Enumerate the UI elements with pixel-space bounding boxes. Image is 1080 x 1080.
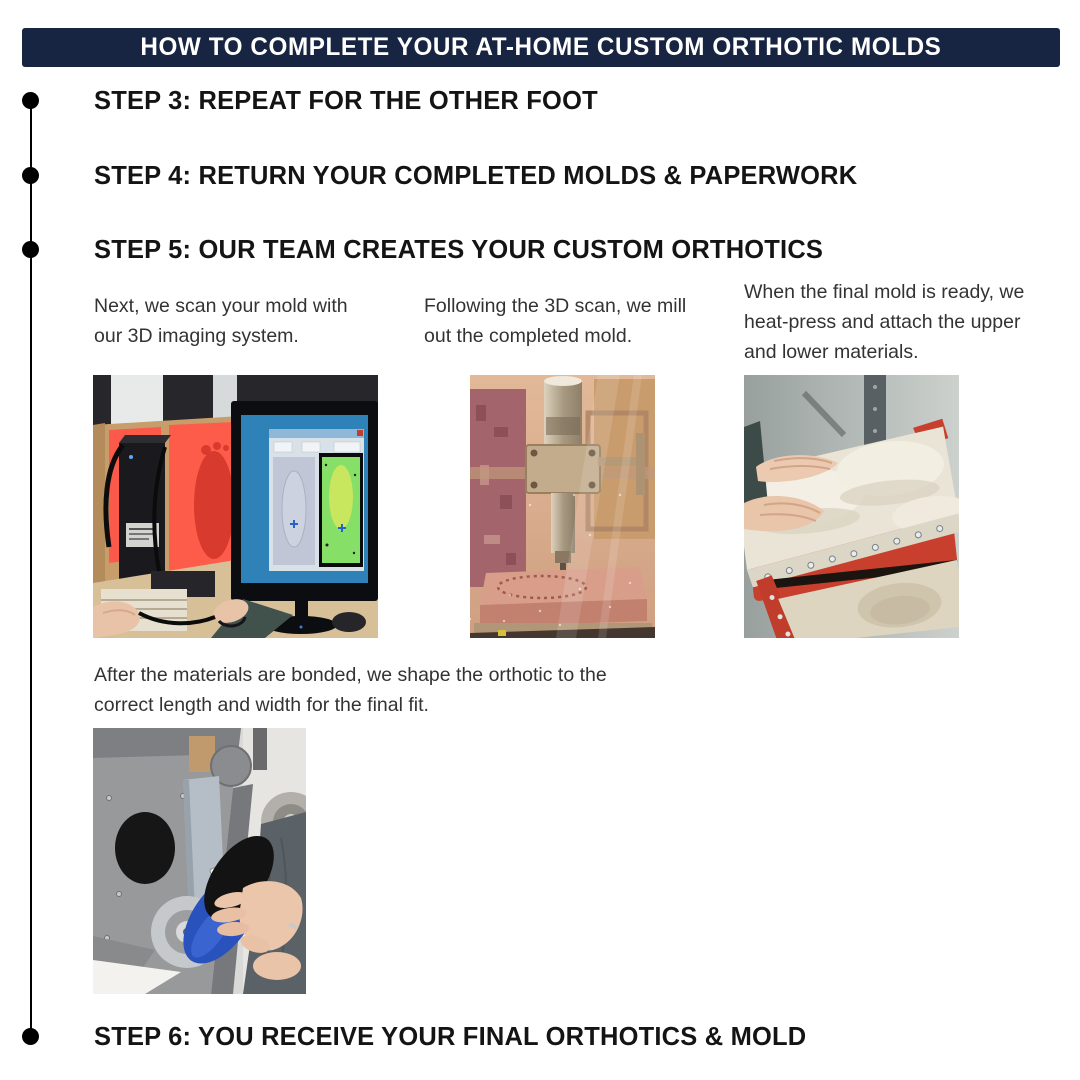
milled-foam-scrap [470, 389, 526, 587]
milling-photo [470, 375, 655, 638]
shaping-photo [93, 728, 306, 994]
mill-caption: Following the 3D scan, we mill out the completed mold. [424, 295, 687, 347]
heat-press-caption: When the final mold is ready, we heat-press and attach the upper and lower materials. [744, 281, 1025, 363]
scan-panel-heatmap [319, 453, 363, 567]
scan-panel-gray [273, 457, 315, 565]
step6-heading: STEP 6: YOU RECEIVE YOUR FINAL ORTHOTICS & MOLD [94, 1021, 807, 1051]
step4-heading: STEP 4: RETURN YOUR COMPLETED MOLDS & PAPERWORK [94, 160, 858, 190]
milling-illustration [470, 375, 655, 638]
step3-bullet [22, 92, 39, 109]
shaping-note: After the materials are bonded, we shape the orthotic to the correct length and width for the final fit. [94, 664, 607, 716]
step5-bullet [22, 241, 39, 258]
step4-bullet [22, 167, 39, 184]
heat-press-photo [744, 375, 959, 638]
scan-caption: Next, we scan your mold with our 3D imaging system. [94, 295, 348, 347]
shaping-illustration [93, 728, 306, 994]
step3-heading: STEP 3: REPEAT FOR THE OTHER FOOT [94, 85, 598, 115]
heat-press-illustration [744, 375, 959, 638]
title-banner [22, 28, 1060, 67]
page-title: HOW TO COMPLETE YOUR AT-HOME CUSTOM ORTHOTIC MOLDS [140, 33, 942, 61]
3d-scanning-photo [93, 375, 378, 638]
step5-heading: STEP 5: OUR TEAM CREATES YOUR CUSTOM ORTHOTICS [94, 234, 824, 264]
3d-scanning-illustration [93, 375, 378, 638]
step6-bullet [22, 1028, 39, 1045]
monitor [231, 401, 378, 634]
